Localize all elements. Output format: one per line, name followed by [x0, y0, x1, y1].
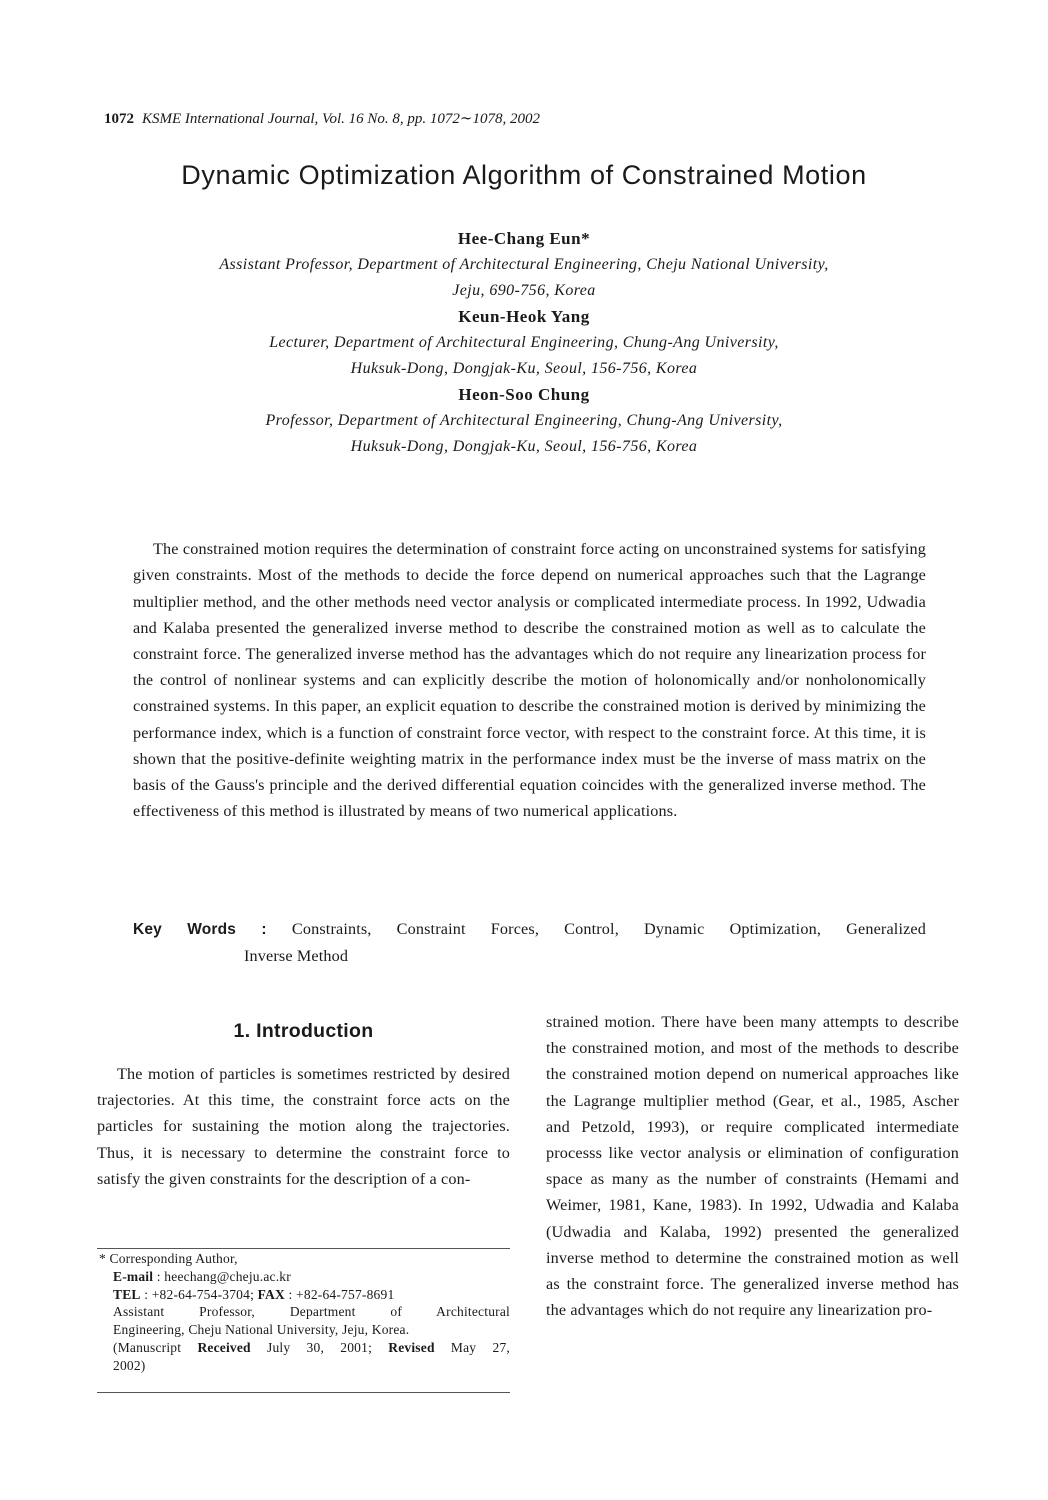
- left-column: [97, 1010, 510, 1192]
- footnote: [99, 1250, 510, 1375]
- paper-title: Dynamic Optimization Algorithm of Constrained Motion: [181, 160, 867, 190]
- tel-value: : +82-64-754-3704;: [140, 1286, 258, 1302]
- author-block: [0, 226, 1048, 460]
- author-affiliation: Huksuk-Dong, Dongjak-Ku, Seoul, 156-756, Korea: [350, 360, 698, 377]
- keywords-list-continued: Inverse Method: [244, 947, 349, 965]
- journal-citation: KSME International Journal, Vol. 16 No. 8, pp. 1072∼1078, 2002: [142, 111, 540, 127]
- fax-label: FAX: [257, 1286, 285, 1302]
- revised-date: May 27,: [434, 1339, 510, 1355]
- author-affiliation: Huksuk-Dong, Dongjak-Ku, Seoul, 156-756, Korea: [350, 438, 698, 455]
- section-heading: 1. Introduction: [233, 1020, 374, 1042]
- footnote-corresponding: * Corresponding Author,: [99, 1251, 238, 1266]
- footnote-manuscript-end: 2002): [113, 1357, 146, 1373]
- footnote-email: [113, 1268, 510, 1286]
- author-affiliation: Assistant Professor, Department of Architectural Engineering, Cheju National University,: [219, 256, 829, 273]
- keywords-label: Key Words :: [133, 921, 267, 938]
- author-name: Keun-Heok Yang: [458, 307, 590, 326]
- page-number: 1072: [104, 111, 134, 127]
- author-name: Heon-Soo Chung: [458, 385, 590, 404]
- intro-paragraph-continued: strained motion. There have been many attempts to describe the constrained motion, and most of the methods to describe the constrained motion depend on numerical approaches like the Lagrange multiplier method (Gear, et al., 1985, Ascher and Petzold, 1993), or require complicated intermediate processs like vector analysis or elimination of configuration space as many as the number of constraints (Hemami and Weimer, 1981, Kane, 1983). In 1992, Udwadia and Kalaba (Udwadia and Kalaba, 1992) presented the generalized inverse method to determine the constrained motion as well as the constraint force. The generalized inverse method has the advantages which do not require any linearization pro-: [546, 1013, 959, 1320]
- received-date: July 30, 2001;: [250, 1339, 389, 1355]
- footnote-phone: [113, 1286, 510, 1304]
- footnote-divider: [97, 1248, 510, 1249]
- author-name: Hee-Chang Eun*: [457, 229, 591, 248]
- author-affiliation: Lecturer, Department of Architectural Engineering, Chung-Ang University,: [269, 334, 779, 351]
- fax-value: : +82-64-757-8691: [284, 1286, 395, 1302]
- email-value: : heechang@cheju.ac.kr: [153, 1268, 291, 1284]
- running-head: [104, 109, 540, 128]
- ms-prefix: (Manuscript: [113, 1339, 198, 1355]
- abstract: The constrained motion requires the determination of constraint force acting on unconstrained systems for satisfying given constraints. Most of the methods to decide the force depend on numerical approaches such that the Lagrange multiplier method, and the other methods need vector analysis or complicated intermediate process. In 1992, Udwadia and Kalaba presented the generalized inverse method to describe the constrained motion as well as to calculate the constraint force. The generalized inverse method has the advantages which do not require any linearization process for the control of nonlinear systems and can explicitly describe the motion of holonomically and/or nonholonomically constrained systems. In this paper, an explicit equation to describe the constrained motion is derived by minimizing the performance index, which is a function of constraint force vector, with respect to the constraint force. At this time, it is shown that the positive-definite weighting matrix in the performance index must be the inverse of mass matrix on the basis of the Gauss's principle and the derived differential equation coincides with the generalized inverse method. The effectiveness of this method is illustrated by means of two numerical applications.: [133, 540, 926, 821]
- footnote-end-divider: [97, 1392, 510, 1393]
- intro-paragraph: The motion of particles is sometimes restricted by desired trajectories. At this time, the constraint force acts on the particles for sustaining the motion along the trajectories. Thus, it is necessary to determine the constraint force to satisfy the given constraints for the description of a con-: [97, 1065, 510, 1188]
- footnote-manuscript: [113, 1339, 510, 1357]
- right-column: [546, 1009, 959, 1323]
- tel-label: TEL: [113, 1286, 141, 1302]
- keywords: [133, 916, 926, 969]
- author-affiliation: Jeju, 690-756, Korea: [452, 282, 596, 299]
- revised-label: Revised: [388, 1339, 435, 1355]
- email-label: E-mail: [113, 1268, 154, 1284]
- keywords-list: Constraints, Constraint Forces, Control, Dynamic Optimization, Generalized: [291, 920, 927, 938]
- footnote-affiliation: Engineering, Cheju National University, Jeju, Korea.: [113, 1322, 410, 1338]
- author-affiliation: Professor, Department of Architectural Engineering, Chung-Ang University,: [265, 412, 783, 429]
- footnote-affiliation: Assistant Professor, Department of Architectural: [113, 1304, 510, 1320]
- received-label: Received: [197, 1339, 251, 1355]
